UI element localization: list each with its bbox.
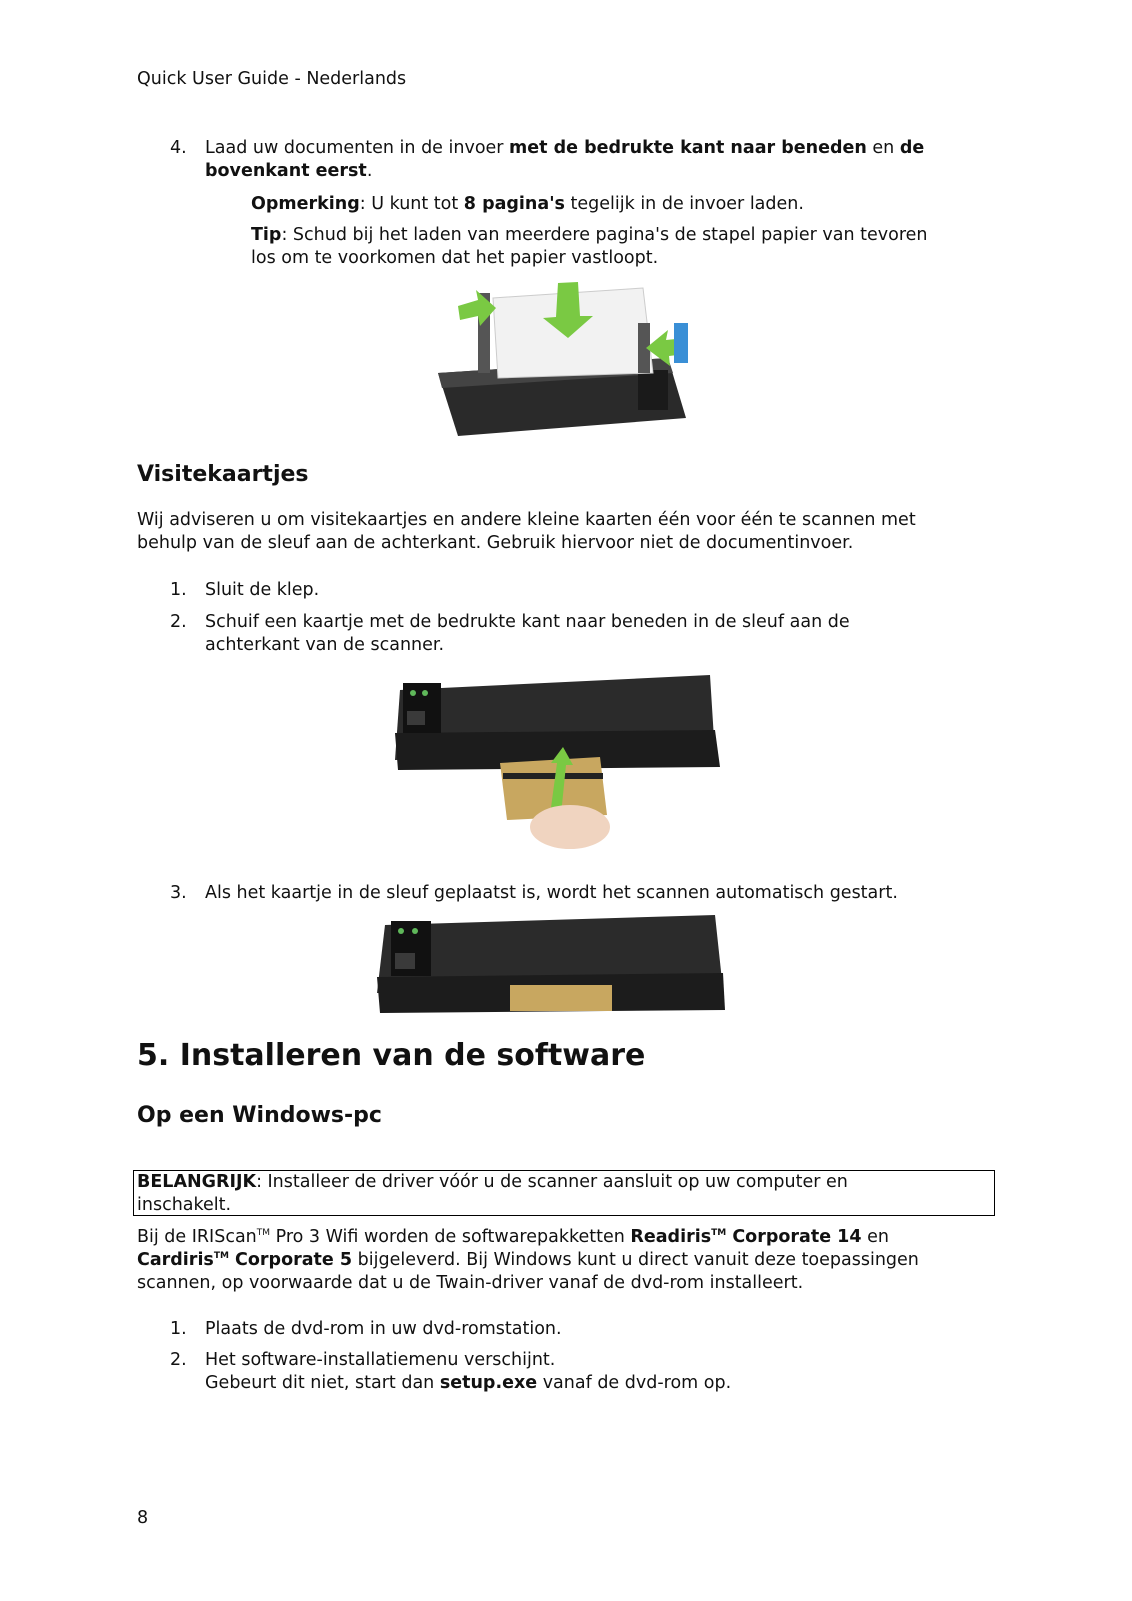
bc-step-2-line1: Schuif een kaartje met de bedrukte kant naar beneden in de sleuf aan de — [205, 612, 850, 632]
sw-step-2-pre2: Gebeurt dit niet, start dan — [205, 1373, 440, 1393]
bc-step-3-number: 3. — [170, 883, 187, 903]
readiris-name: Readiris — [630, 1227, 712, 1247]
corp14-name: Corporate 14 — [726, 1227, 862, 1247]
setup-exe: setup.exe — [439, 1373, 538, 1393]
bc-step-1-text: Sluit de klep. — [205, 580, 320, 600]
body-l2b: bijgeleverd. Bij Windows kunt u direct vanuit deze toepassingen — [352, 1250, 919, 1270]
bc-step-2-line2: achterkant van de scanner. — [205, 635, 445, 655]
step-4-end: . — [366, 161, 373, 181]
step-4-mid: en — [866, 138, 900, 158]
note-opmerking — [251, 193, 991, 216]
step-4-bold2: de — [899, 138, 925, 158]
sw-step-2-number: 2. — [170, 1350, 187, 1370]
step-4-bold1: met de bedrukte kant naar beneden — [509, 138, 867, 158]
important-box — [133, 1170, 995, 1216]
tip — [251, 224, 991, 270]
heading-windows-pc: Op een Windows-pc — [137, 1103, 382, 1128]
body-l1b: Pro 3 Wifi worden de softwarepakketten — [270, 1227, 631, 1247]
intro-line2: behulp van de sleuf aan de achterkant. Gebruik hiervoor niet de documentinvoer. — [137, 533, 854, 553]
scanner-loading-illustration — [438, 278, 688, 438]
note-pre: : U kunt tot — [359, 194, 464, 214]
step-4-bold3: bovenkant eerst — [205, 161, 367, 181]
sw-step-1-text: Plaats de dvd-rom in uw dvd-romstation. — [205, 1319, 562, 1339]
step-4-pre: Laad uw documenten in de invoer — [205, 138, 510, 158]
bc-step-2-number: 2. — [170, 612, 187, 632]
sw-step-1-number: 1. — [170, 1319, 187, 1339]
bc-step-3-text: Als het kaartje in de sleuf geplaatst is, wordt het scannen automatisch gestart. — [205, 883, 898, 903]
tm-mark: TM — [213, 1251, 229, 1261]
scanner-scanning-illustration — [375, 915, 725, 1015]
note-label: Opmerking — [251, 194, 360, 214]
step-4-number: 4. — [170, 138, 187, 158]
important-line2: inschakelt. — [137, 1195, 232, 1215]
sw-step-2-line1: Het software-installatiemenu verschijnt. — [205, 1350, 556, 1370]
sw-step-2-post2: vanaf de dvd-rom op. — [537, 1373, 732, 1393]
sw-step-2-text — [205, 1349, 995, 1395]
tip-label: Tip — [251, 225, 282, 245]
running-header: Quick User Guide - Nederlands — [137, 69, 407, 89]
tm-mark: TM — [711, 1228, 727, 1238]
scanner-card-insert-illustration — [395, 675, 720, 850]
body-l3: scannen, op voorwaarde dat u de Twain-driver vanaf de dvd-rom installeert. — [137, 1273, 804, 1293]
heading-section-5: 5. Installeren van de software — [137, 1038, 646, 1073]
cardiris-name: Cardiris — [137, 1250, 214, 1270]
note-bold: 8 pagina's — [463, 194, 565, 214]
bc-step-2-text — [205, 611, 995, 657]
step-4-text — [205, 137, 995, 183]
bc-step-1-number: 1. — [170, 580, 187, 600]
tip-line1: : Schud bij het laden van meerdere pagina's de stapel papier van tevoren — [281, 225, 928, 245]
page-number: 8 — [137, 1508, 149, 1528]
tip-line2: los om te voorkomen dat het papier vastloopt. — [251, 248, 659, 268]
heading-visitekaartjes: Visitekaartjes — [137, 462, 309, 487]
note-post: tegelijk in de invoer laden. — [564, 194, 804, 214]
important-line1: : Installeer de driver vóór u de scanner aansluit op uw computer en — [256, 1172, 848, 1192]
software-paragraph — [137, 1226, 997, 1295]
intro-line1: Wij adviseren u om visitekaartjes en andere kleine kaarten één voor één te scannen met — [137, 510, 916, 530]
corp5-name: Corporate 5 — [228, 1250, 353, 1270]
body-l1a: Bij de IRIScan — [137, 1227, 257, 1247]
important-label: BELANGRIJK — [137, 1172, 257, 1192]
tm-mark: TM — [256, 1228, 271, 1238]
body-l1c: en — [861, 1227, 889, 1247]
business-cards-intro — [137, 509, 997, 555]
